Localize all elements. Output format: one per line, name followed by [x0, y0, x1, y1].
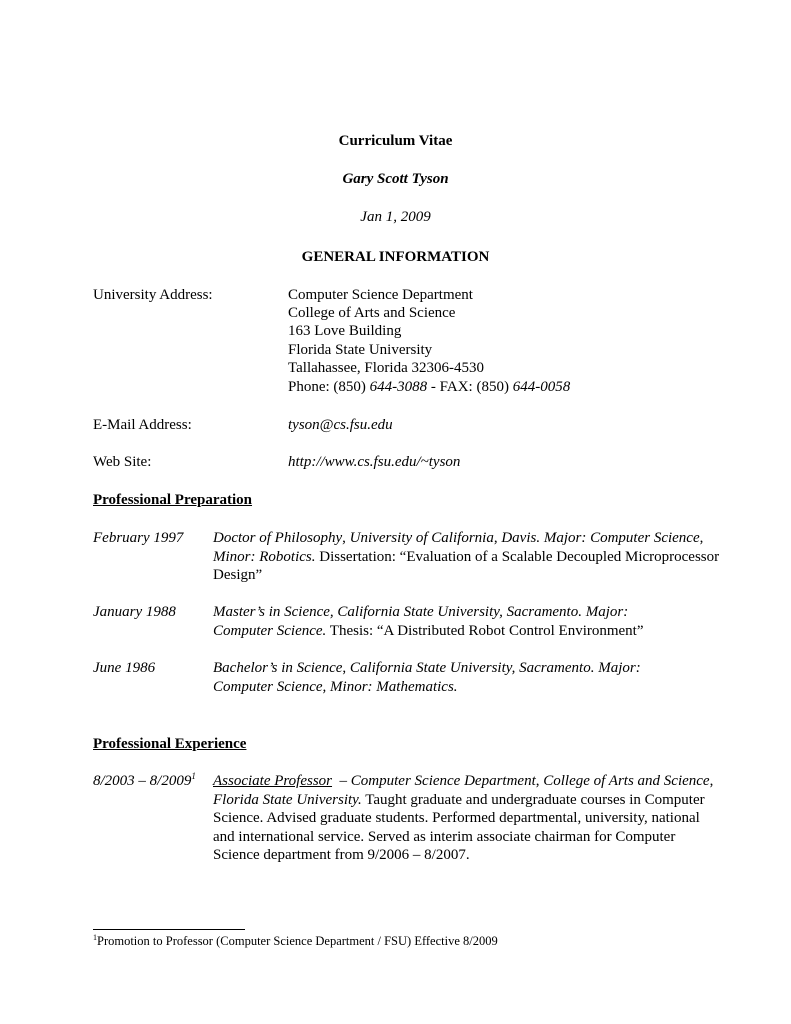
- department: – Computer Science Department: [332, 773, 536, 789]
- experience-heading: Professional Experience: [93, 736, 247, 752]
- separator: ,: [342, 530, 350, 546]
- fax-number: 644-0058: [512, 379, 571, 395]
- preparation-heading: Professional Preparation: [93, 492, 253, 508]
- address-line: Computer Science Department: [288, 287, 473, 303]
- degree: Doctor of Philosophy: [213, 530, 343, 546]
- separator: ,: [709, 773, 714, 789]
- phone-prefix: Phone: (850): [288, 379, 370, 395]
- address-line: Tallahassee, Florida 32306-4530: [288, 360, 484, 376]
- fax-prefix: - FAX: (850): [427, 379, 513, 395]
- footnote: [93, 932, 498, 951]
- footnote-mark: 1: [93, 932, 97, 942]
- dissertation: Dissertation: “Evaluation of a Scalable Decoupled Microprocessor Design”: [213, 548, 720, 583]
- entry-date: June 1986: [93, 660, 156, 676]
- web-value: http://www.cs.fsu.edu/~tyson: [288, 454, 461, 470]
- degree: Master’s in Science, California State University, Sacramento. Major: Computer Science.: [213, 604, 629, 639]
- thesis: Thesis: “A Distributed Robot Control Environment”: [326, 622, 644, 639]
- address-line: Florida State University: [288, 342, 433, 358]
- address-line: 163 Love Building: [288, 323, 402, 339]
- college: College of Arts and Science: [543, 773, 710, 789]
- footnote-text: Promotion to Professor (Computer Science Department / FSU) Effective 8/2009: [97, 934, 498, 948]
- web-label: Web Site:: [93, 454, 152, 470]
- university: Florida State University.: [213, 791, 362, 808]
- entry-date: [93, 772, 196, 791]
- phone-number: 644-3088: [369, 379, 428, 395]
- separator: ,: [699, 530, 704, 546]
- entry-date: January 1988: [93, 604, 176, 620]
- education-entry: [213, 529, 733, 585]
- description: Taught graduate and undergraduate courses in Computer Science. Advised graduate students. Performed departmental, university, national and international service. Served as interim associate chairman for Computer Science department from 9/2006 – 8/2007.: [213, 791, 705, 863]
- education-entry: [213, 603, 683, 640]
- position-title: Associate Professor: [213, 773, 333, 789]
- address-label: University Address:: [93, 287, 213, 303]
- general-information-heading: GENERAL INFORMATION: [301, 249, 490, 265]
- phone-line: [288, 378, 570, 397]
- separator: ,: [535, 773, 544, 789]
- separator: ,: [493, 530, 502, 546]
- email-value: tyson@cs.fsu.edu: [288, 417, 393, 433]
- date-range: 8/2003 – 8/2009: [93, 773, 192, 789]
- degree: Bachelor’s in Science: [213, 660, 343, 676]
- minor: Minor: Robotics.: [213, 548, 316, 565]
- email-label: E-Mail Address:: [93, 417, 192, 433]
- address-line: College of Arts and Science: [288, 305, 456, 321]
- document-title: Curriculum Vitae: [338, 133, 453, 149]
- footnote-mark: 1: [191, 771, 196, 781]
- experience-entry: [213, 772, 723, 865]
- footnote-rule: [93, 929, 245, 930]
- entry-date: February 1997: [93, 530, 184, 546]
- major: Davis. Major: Computer Science: [501, 530, 700, 546]
- document-date: Jan 1, 2009: [360, 209, 431, 225]
- separator: ,: [342, 660, 350, 676]
- author-name: Gary Scott Tyson: [342, 171, 449, 187]
- education-entry: [213, 659, 683, 696]
- school: University of California: [349, 530, 494, 546]
- major: California State University, Sacramento. Major: Computer Science, Minor: Mathematics.: [213, 660, 641, 695]
